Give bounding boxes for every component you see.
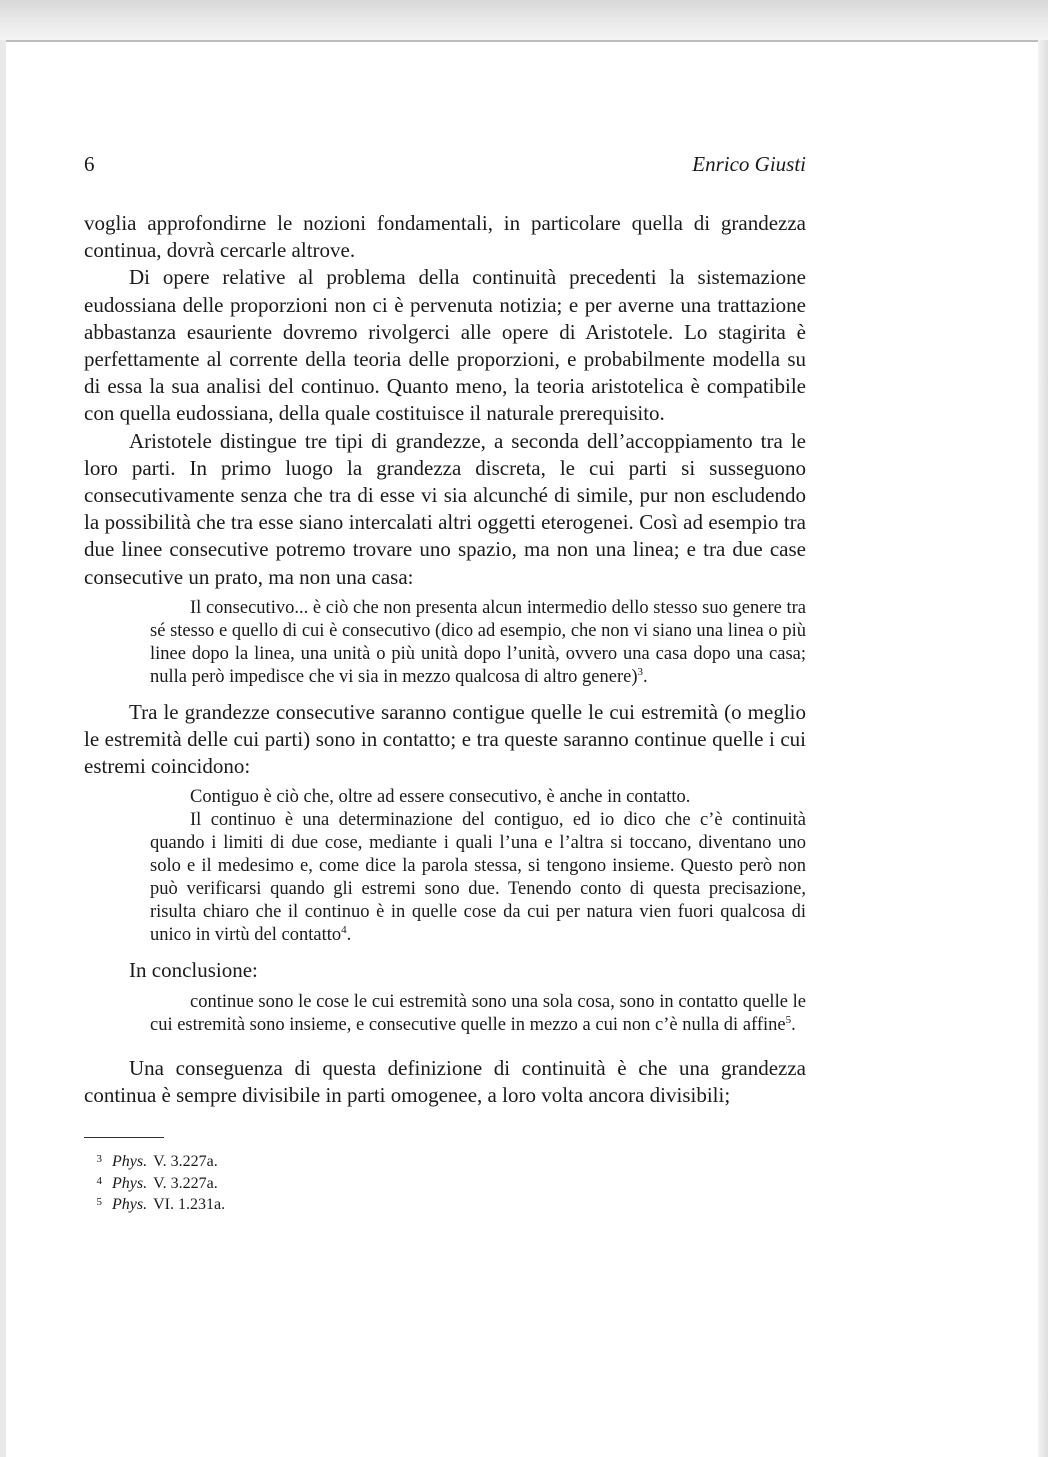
paragraph-three-types: Aristotele distingue tre tipi di grandezze, a seconda dell’accoppiamento tra le loro parti. In primo luogo la grandezza discreta, le cui parti si susseguono consecutivamente senza che tra di esse vi sia alcunché di simile, pur non escludendo la possibilità che tra esse siano intercalati altri oggetti eterogenei. Così ad esempio tra due linee consecutive potremo trovare uno spazio, ma non una linea; e tra due case consecutive un prato, ma non una casa:	[84, 428, 806, 589]
quote-consecutive-end: .	[643, 666, 648, 687]
quote-consecutive	[150, 597, 806, 689]
footnote-separator	[84, 1137, 164, 1138]
scan-top-shadow	[0, 0, 1048, 40]
footnote-source: Phys.	[112, 1153, 148, 1171]
quote-conclusion-body: continue sono le cose le cui estremità sono una sola cosa, sono in contatto quelle le cui estremità sono insieme, e consecutive quelle in mezzo a cui non c’è nulla di affine	[150, 991, 806, 1035]
quote-contiguous	[150, 786, 806, 947]
footnotes	[84, 1150, 806, 1215]
footnote-ref-5: 5	[785, 1013, 792, 1026]
footnote-mark: 5	[96, 1196, 102, 1209]
book-page	[84, 152, 806, 1215]
quote-continuous-text	[150, 809, 806, 947]
paragraph-continuity-history: Di opere relative al problema della continuità precedenti la sistemazione eudossiana delle proporzioni non ci è pervenuta notizia; e per averne una trattazione abbastanza esauriente dovremo rivolgerci alle opere di Aristotele. Lo stagirita è perfettamente al corrente della teoria delle proporzioni, e probabilmente modella su di essa la sua analisi del continuo. Quanto meno, la teoria aristotelica è compatibile con quella eudossiana, della quale costituisce il naturale prerequisito.	[84, 265, 806, 426]
running-head-author: Enrico Giusti	[692, 152, 806, 176]
quote-conclusion-end: .	[791, 1014, 796, 1035]
quote-continuous-end: .	[346, 925, 352, 946]
footnote-ref: V. 3.227a.	[153, 1174, 218, 1192]
page-header	[84, 152, 806, 188]
footnote-ref: V. 3.227a.	[153, 1153, 218, 1171]
footnote-ref: VI. 1.231a.	[153, 1196, 226, 1214]
paragraph-contiguous: Tra le grandezze consecutive saranno contigue quelle le cui estremità (o meglio le estremità delle cui parti) sono in contatto; e tra queste saranno continue quelle i cui estremi coincidono:	[84, 699, 806, 779]
page-number: 6	[84, 152, 95, 176]
page-body	[84, 210, 806, 1109]
quote-consecutive-body: Il consecutivo... è ciò che non presenta alcun intermedio dello stesso suo genere tra sé stesso e quello di cui è consecutivo (dico ad esempio, che non vi siano una linea o più linee dopo la linea, una unità o più unità dopo l’unità, ovvero una casa dopo una casa; nulla però impedisce che vi sia in mezzo qualcosa di altro genere)	[150, 597, 806, 687]
footnote-mark: 3	[96, 1153, 102, 1166]
footnote-ref-3: 3	[637, 665, 643, 678]
paragraph-consequence: Una conseguenza di questa definizione di continuità è che una grandezza continua è sempre divisibile in parti omogenee, a loro volta ancora divisibili;	[84, 1055, 806, 1107]
footnote-source: Phys.	[112, 1174, 148, 1192]
footnote-item	[84, 1193, 806, 1215]
quote-contiguous-definition: Contiguo è ciò che, oltre ad essere consecutivo, è anche in contatto.	[190, 787, 691, 808]
paragraph-continuation: voglia approfondirne le nozioni fondamentali, in particolare quella di grandezza continua, dovrà cercarle altrove.	[84, 211, 806, 263]
footnote-item	[84, 1150, 806, 1172]
footnote-source: Phys.	[112, 1196, 148, 1214]
footnote-ref-4: 4	[341, 924, 347, 937]
quote-continuous-body: Il continuo è una determinazione del contiguo, ed io dico che c’è continuità quando i limiti di due cose, mediante i quali l’una e l’altra si toccano, diventano uno solo e il medesimo e, come dice la parola stessa, si tengono insieme. Questo però non può verificarsi quando gli estremi sono due. Tenendo conto di questa precisazione, risulta chiaro che il continuo è in quelle cose da cui per natura vien fuori qualcosa di unico in virtù del contatto	[150, 810, 806, 946]
scan-page-edge	[0, 40, 1048, 42]
quote-conclusion-text	[150, 991, 806, 1037]
footnote-item	[84, 1172, 806, 1194]
footnote-mark: 4	[96, 1174, 102, 1187]
quote-consecutive-text	[150, 597, 806, 689]
quote-conclusion	[150, 991, 806, 1037]
paragraph-conclusion: In conclusione:	[129, 958, 258, 983]
scan-left-edge	[0, 40, 6, 1457]
scan-right-edge	[1038, 40, 1048, 1457]
